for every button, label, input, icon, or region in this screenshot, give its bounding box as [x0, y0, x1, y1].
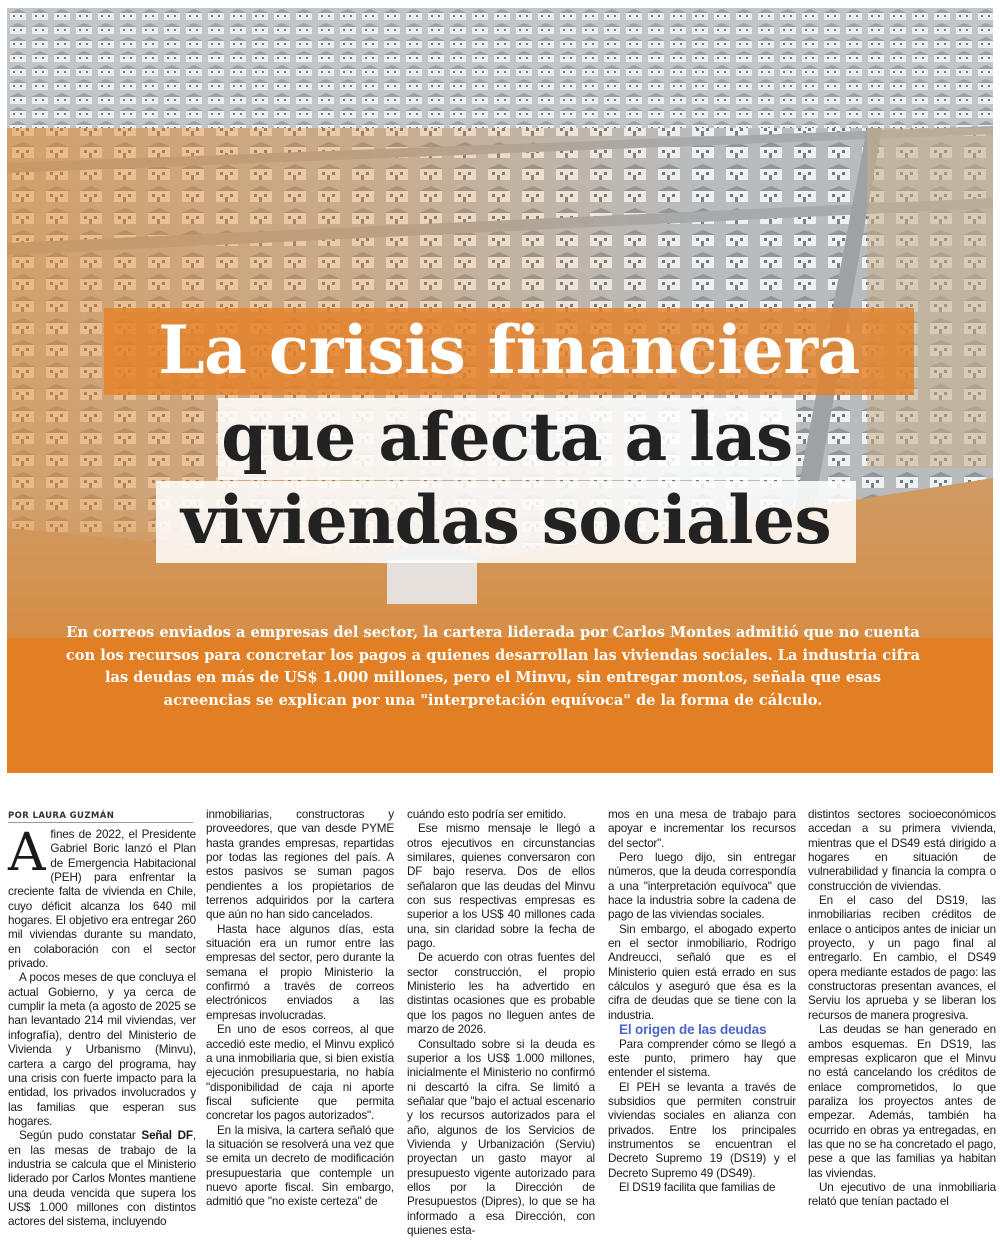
article-paragraph: inmobiliarias, constructoras y proveedores, que van desde PYME hasta grandes empresas, repartidas por todas las regiones del país. A estos pasivos se suman pagos pendientes a los propietarios de terrenos adquiridos por la cartera que aún no han sido cancelados.	[206, 808, 394, 922]
drop-cap: A	[8, 823, 46, 883]
section-subhead: El origen de las deudas	[619, 1022, 767, 1038]
article-paragraph: En uno de esos correos, al que accedió este medio, el Minvu explicó a una inmobiliaria que, si bien existía ejecución presupuestaria, no había "disponibilidad de caja ni aporte fiscal suficiente que permita concretar los pagos autorizados".	[206, 1023, 394, 1123]
article-paragraph: Sin embargo, el abogado experto en el sector inmobiliario, Rodrigo Andreucci, señaló que es el Ministerio quien está errado en sus cálculos y aseguró que ésa es la cifra de deudas que se tiene con la industria.	[608, 922, 796, 1022]
article-paragraph: El DS19 facilita que familias de	[619, 1180, 776, 1194]
article-column-4	[608, 808, 796, 1195]
hero-photo	[7, 8, 993, 773]
article-column-5	[808, 808, 996, 1210]
lede-summary: En correos enviados a empresas del sector, la cartera liderada por Carlos Montes admitió que no cuenta con los recursos para concretar los pagos a quienes desarrollan las viviendas sociales. La industria cifra las deudas en más de US$ 1.000 millones, pero el Minvu, sin entregar montos, señala que esas acreencias se explican por una "interpretación equívoca" de la forma de cálculo.	[65, 624, 921, 709]
article-column-2	[206, 808, 394, 1210]
article-paragraph: De acuerdo con otras fuentes del sector construcción, el propio Ministerio les ha advertido en distintas ocasiones que es probable que los pagos no lleguen antes de marzo de 2026.	[407, 951, 595, 1037]
article-column-3	[407, 808, 595, 1238]
article-paragraph: Las deudas se han generado en ambos esquemas. En DS19, las empresas explicaron que el Minvu no está cancelando los créditos de enlace comprometidos, lo que paraliza los proyectos antes de empezar. Además, también ha ocurrido en obras ya entregadas, en las que no se ha concretado el pago, pese a que las familias ya habitan las viviendas.	[808, 1023, 996, 1180]
article-paragraph: mos en una mesa de trabajo para apoyar e incrementar los recursos del sector".	[608, 808, 796, 850]
headline-line-1: La crisis financiera	[104, 308, 914, 395]
article-paragraph: Un ejecutivo de una inmobiliaria relató que tenían pactado el	[808, 1180, 996, 1209]
article-paragraph: Según pudo constatar Señal DF, en las mesas de trabajo de la industria se calcula que el Ministerio liderado por Carlos Montes mantiene una deuda vencida que supera los US$ 1.000 millones con distintos actores del sistema, incluyendo	[8, 1129, 196, 1229]
article-paragraph: cuándo esto podría ser emitido.	[407, 808, 567, 821]
article-column-1	[8, 823, 196, 1230]
publication-name: Señal DF	[141, 1129, 193, 1143]
article-paragraph: Pero luego dijo, sin entregar números, que la deuda correspondía a una "interpretación equívoca" que hace la industria sobre la cadena de pago de las viviendas sociales.	[608, 851, 796, 922]
article-paragraph: distintos sectores socioeconómicos accedan a su primera vivienda, mientras que el DS49 está dirigido a hogares en situación de vulnerabilidad y financia la compra o construcción de viviendas.	[808, 808, 996, 893]
article-paragraph: Hasta hace algunos días, esta situación era un rumor entre las empresas del sector, pero durante la semana el propio Ministerio la confirmó a través de correos electrónicos enviados a las empresas involucradas.	[206, 922, 394, 1022]
article-paragraph: El PEH se levanta a través de subsidios que permiten construir viviendas sociales en alianza con privados. Entre los principales instrumentos se encuentran el Decreto Supremo 19 (DS19) y el Decreto Supremo 49 (DS49).	[608, 1080, 796, 1180]
byline: POR LAURA GUZMÁN	[8, 811, 115, 821]
headline-line-3: viviendas sociales	[156, 481, 856, 563]
headline-line-2: que afecta a las	[218, 398, 796, 480]
article-paragraph: Ese mismo mensaje le llegó a otros ejecutivos en circunstancias similares, quienes conversaron con DF bajo reserva. Dos de ellos señalaron que las deudas del Minvu con sus respectivas empresas es superior a los US$ 40 millones cada una, sin claridad sobre la fecha de pago.	[407, 822, 595, 951]
article-paragraph: A pocos meses de que concluya el actual Gobierno, y ya cerca de cumplir la meta (a agosto de 2025 se han levantado 214 mil viviendas, ver infografía), dentro del Ministerio de Vivienda y Urbanismo (Minvu), cartera a cargo del programa, hay una crisis con fuerte impacto para la entidad, los privados involucrados y las familias que esperan sus hogares.	[8, 971, 196, 1128]
article-paragraph: En la misiva, la cartera señaló que la situación se resolverá una vez que se emita un decreto de modificación presupuestaria que contemple un nuevo aporte fiscal. Sin embargo, admitió que "no existe certeza" de	[206, 1123, 394, 1209]
article-paragraph: En el caso del DS19, las inmobiliarias reciben créditos de enlace o anticipos antes de iniciar un proyecto, y un pago final al entregarlo. En cambio, el DS49 opera mediante estados de pago: las constructoras presentan avances, el Serviu los aprueba y se liberan los recursos de manera progresiva.	[808, 894, 996, 1022]
article-paragraph: A fines de 2022, el Presidente Gabriel Boric lanzó el Plan de Emergencia Habitacional (PEH) para enfrentar la creciente falta de vivienda en Chile, cuyo déficit alcanza los 640 mil hogares. El objetivo era entregar 260 mil viviendas durante su mandato, en colaboración con el sector privado.	[8, 823, 196, 971]
article-paragraph: Para comprender cómo se llegó a este punto, primero hay que entender el sistema.	[608, 1037, 796, 1080]
article-paragraph: Consultado sobre si la deuda es superior a los US$ 1.000 millones, inicialmente el Ministerio no confirmó ni descartó la cifra. Se limitó a señalar que "bajo el actual escenario y los recursos autorizados para el año, algunos de los Servicios de Vivienda y Urbanización (Serviu) proyectan un gasto mayor al presupuesto vigente autorizado para ellos por la Dirección de Presupuestos (Dipres), lo que se ha informado a esa Dirección, con quienes esta-	[407, 1037, 595, 1237]
